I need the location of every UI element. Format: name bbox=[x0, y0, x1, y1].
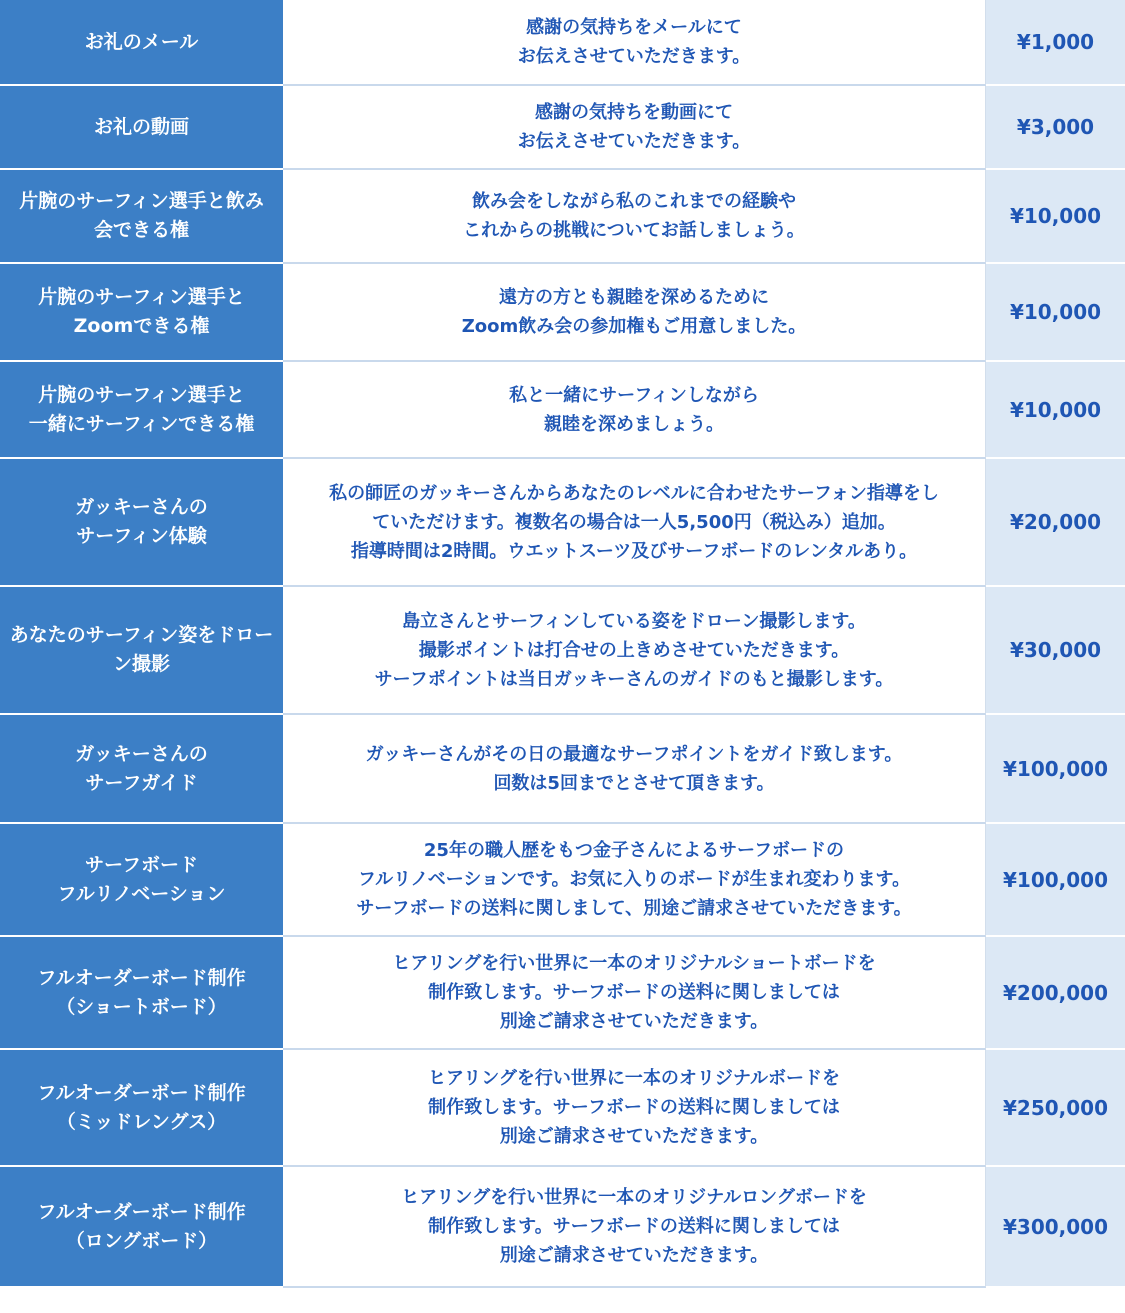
reward-name: フルオーダーボード制作 （ショートボード） bbox=[0, 937, 283, 1050]
reward-name: ガッキーさんの サーフィン体験 bbox=[0, 459, 283, 587]
reward-description: 遠方の方とも親睦を深めるために Zoom飲み会の参加権もご用意しました。 bbox=[283, 264, 986, 362]
reward-price: ¥10,000 bbox=[986, 362, 1125, 459]
reward-description: 25年の職人歴をもつ金子さんによるサーフボードの フルリノベーションです。お気に入りのボードが生まれ変わります。 サーフボードの送料に関しまして、別途ご請求させていただきます。 bbox=[283, 824, 986, 937]
reward-name: お礼の動画 bbox=[0, 86, 283, 170]
reward-description: ガッキーさんがその日の最適なサーフポイントをガイド致します。 回数は5回までとさせて頂きます。 bbox=[283, 715, 986, 824]
reward-description: 飲み会をしながら私のこれまでの経験や これからの挑戦についてお話しましょう。 bbox=[283, 170, 986, 264]
reward-price: ¥200,000 bbox=[986, 937, 1125, 1050]
reward-price: ¥100,000 bbox=[986, 715, 1125, 824]
reward-price: ¥250,000 bbox=[986, 1050, 1125, 1167]
reward-description: ヒアリングを行い世界に一本のオリジナルボードを 制作致します。サーフボードの送料に関しましては 別途ご請求させていただきます。 bbox=[283, 1050, 986, 1167]
reward-name: 片腕のサーフィン選手と Zoomできる権 bbox=[0, 264, 283, 362]
reward-price: ¥100,000 bbox=[986, 824, 1125, 937]
reward-name: あなたのサーフィン姿をドロー ン撮影 bbox=[0, 587, 283, 715]
reward-name: サーフボード フルリノベーション bbox=[0, 824, 283, 937]
reward-name: 片腕のサーフィン選手と飲み 会できる権 bbox=[0, 170, 283, 264]
reward-name: お礼のメール bbox=[0, 0, 283, 86]
reward-description: 私の師匠のガッキーさんからあなたのレベルに合わせたサーフォン指導をし ていただけます。複数名の場合は一人5,500円（税込み）追加。 指導時間は2時間。ウエットスーツ及びサーフボードのレンタルあり。 bbox=[283, 459, 986, 587]
reward-description: ヒアリングを行い世界に一本のオリジナルロングボードを 制作致します。サーフボードの送料に関しましては 別途ご請求させていただきます。 bbox=[283, 1167, 986, 1288]
reward-price: ¥30,000 bbox=[986, 587, 1125, 715]
reward-description: 島立さんとサーフィンしている姿をドローン撮影します。 撮影ポイントは打合せの上きめさせていただきます。 サーフポイントは当日ガッキーさんのガイドのもと撮影します。 bbox=[283, 587, 986, 715]
reward-price: ¥3,000 bbox=[986, 86, 1125, 170]
reward-description: 感謝の気持ちをメールにて お伝えさせていただきます。 bbox=[283, 0, 986, 86]
reward-description: 私と一緒にサーフィンしながら 親睦を深めましょう。 bbox=[283, 362, 986, 459]
reward-name: ガッキーさんの サーフガイド bbox=[0, 715, 283, 824]
reward-description: 感謝の気持ちを動画にて お伝えさせていただきます。 bbox=[283, 86, 986, 170]
reward-price: ¥10,000 bbox=[986, 264, 1125, 362]
reward-price: ¥1,000 bbox=[986, 0, 1125, 86]
reward-name: フルオーダーボード制作 （ミッドレングス） bbox=[0, 1050, 283, 1167]
reward-name: フルオーダーボード制作 （ロングボード） bbox=[0, 1167, 283, 1288]
reward-price: ¥20,000 bbox=[986, 459, 1125, 587]
reward-name: 片腕のサーフィン選手と 一緒にサーフィンできる権 bbox=[0, 362, 283, 459]
reward-description: ヒアリングを行い世界に一本のオリジナルショートボードを 制作致します。サーフボードの送料に関しましては 別途ご請求させていただきます。 bbox=[283, 937, 986, 1050]
reward-price: ¥300,000 bbox=[986, 1167, 1125, 1288]
reward-price: ¥10,000 bbox=[986, 170, 1125, 264]
